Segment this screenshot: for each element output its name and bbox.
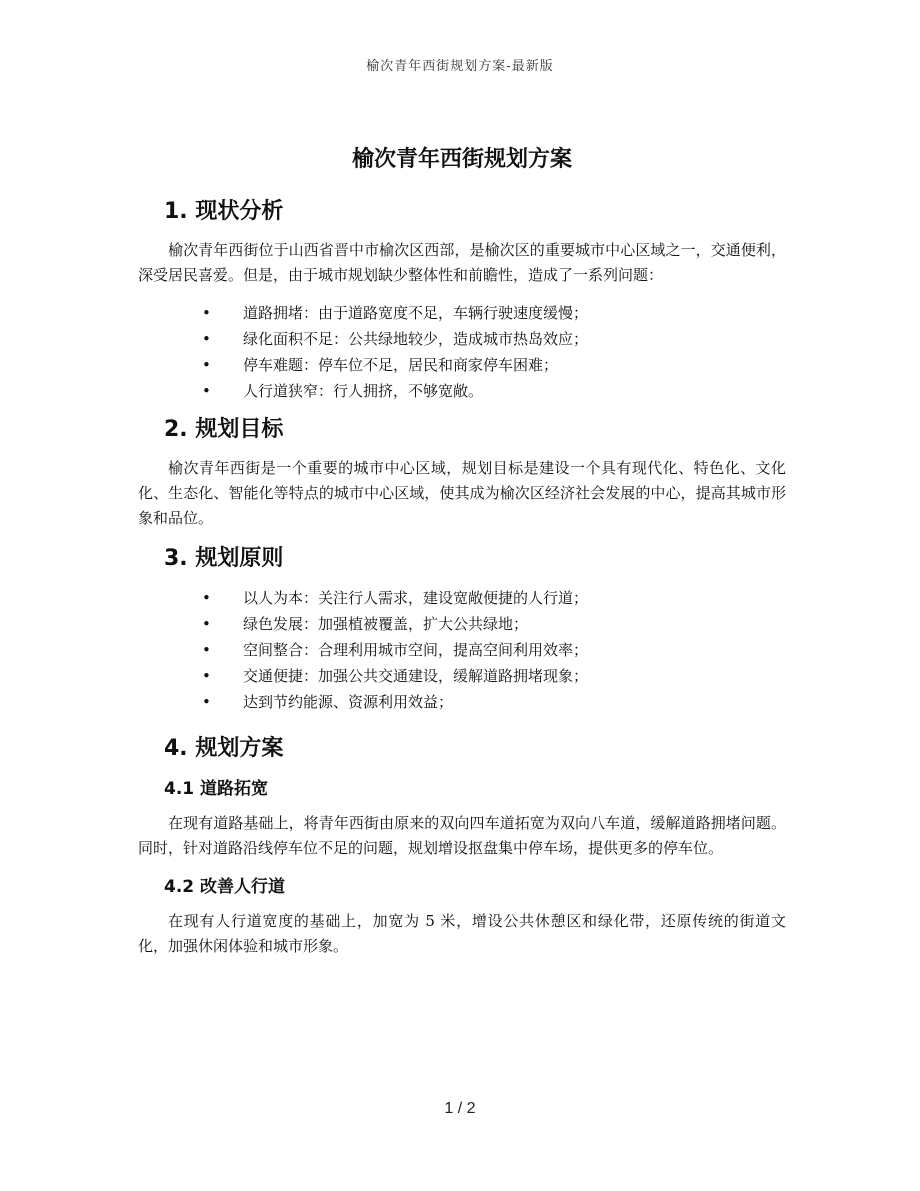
problem-list [138,300,786,404]
bullet-icon: • [202,356,211,374]
bullet-icon: • [202,693,211,711]
section-heading-principles: 3. 规划原则 [164,546,284,571]
list-item: • 人行道狭窄：行人拥挤，不够宽敞。 [138,378,786,404]
list-item: • 道路拥堵：由于道路宽度不足，车辆行驶速度缓慢； [138,300,786,326]
principles-list [138,585,786,715]
bullet-icon: • [202,667,211,685]
list-item: • 绿化面积不足：公共绿地较少，造成城市热岛效应； [138,326,786,352]
bullet-icon: • [202,641,211,659]
bullet-icon: • [202,304,211,322]
list-item: • 交通便捷：加强公共交通建设，缓解道路拥堵现象； [138,663,786,689]
subsection-sidewalk-body: 在现有人行道宽度的基础上，加宽为 5 米，增设公共休憩区和绿化带，还原传统的街道文化，加强休闲体验和城市形象。 [138,912,786,955]
document-title: 榆次青年西街规划方案 [351,147,572,172]
section-status-intro: 榆次青年西街位于山西省晋中市榆次区西部，是榆次区的重要城市中心区域之一，交通便利，深受居民喜爱。但是，由于城市规划缺少整体性和前瞻性，造成了一系列问题： [138,241,786,284]
page-number: 1 / 2 [444,1100,476,1117]
section-heading-plan: 4. 规划方案 [164,736,284,761]
running-header: 榆次青年西街规划方案-最新版 [366,59,554,74]
list-item: • 空间整合：合理利用城市空间，提高空间利用效率； [138,637,786,663]
section-heading-status: 1. 现状分析 [164,199,284,224]
list-item: • 停车难题：停车位不足，居民和商家停车困难； [138,352,786,378]
bullet-icon: • [202,382,211,400]
subsection-road-body: 在现有道路基础上，将青年西街由原来的双向四车道拓宽为双向八车道，缓解道路拥堵问题。同时，针对道路沿线停车位不足的问题，规划增设抠盘集中停车场，提供更多的停车位。 [138,814,786,857]
bullet-icon: • [202,615,211,633]
subsection-heading-road: 4.1 道路拓宽 [164,779,269,799]
subsection-heading-sidewalk: 4.2 改善人行道 [164,877,286,897]
bullet-icon: • [202,589,211,607]
bullet-icon: • [202,330,211,348]
document-body [138,140,786,971]
section-heading-goals: 2. 规划目标 [164,417,284,442]
list-item: • 达到节约能源、资源利用效益； [138,689,786,715]
list-item: • 绿色发展：加强植被覆盖，扩大公共绿地； [138,611,786,637]
list-item: • 以人为本：关注行人需求，建设宽敞便捷的人行道； [138,585,786,611]
section-goals-body: 榆次青年西街是一个重要的城市中心区域，规划目标是建设一个具有现代化、特色化、文化化、生态化、智能化等特点的城市中心区域，使其成为榆次区经济社会发展的中心，提高其城市形象和品位。 [138,459,786,527]
